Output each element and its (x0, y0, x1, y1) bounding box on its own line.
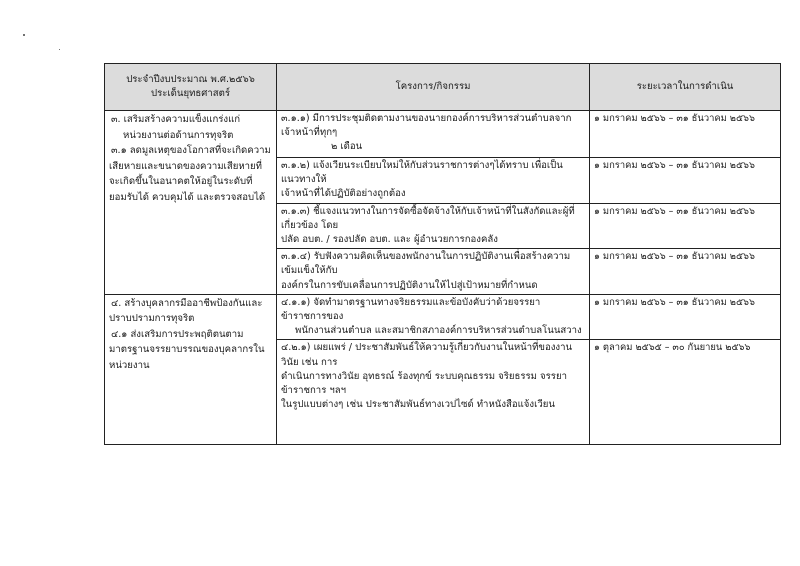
header-period: ระยะเวลาในการดำเนิน (590, 64, 781, 111)
strategy-cell-4 (105, 294, 277, 445)
strategy-sub-cont: หน่วยงาน (109, 359, 150, 371)
period-cell: ๑ มกราคม ๒๕๖๖ – ๓๑ ธันวาคม ๒๕๖๖ (590, 111, 781, 158)
period-cell: ๑ มกราคม ๒๕๖๖ – ๓๑ ธันวาคม ๒๕๖๖ (590, 158, 781, 204)
header-strategy (105, 64, 277, 111)
header-fiscal-year: ประจำปีงบประมาณ พ.ศ.๒๕๖๖ (126, 73, 255, 85)
activity-cell (277, 249, 590, 295)
activity-line: องค์กรในการขับเคลื่อนการปฏิบัติงานให้ไปสู่เป้าหมายที่กำหนด (281, 279, 538, 291)
activity-line: ในรูปแบบต่างๆ เช่น ประชาสัมพันธ์ทางเวปไซด์ ทำหนังสือแจ้งเวียน (281, 399, 555, 411)
activity-line: ดำเนินการทางวินัย อุทธรณ์ ร้องทุกข์ ระบบคุณธรรม จริยธรรม จรรยาข้าราชการ ฯลฯ (281, 370, 567, 397)
period-cell: ๑ มกราคม ๒๕๖๖ – ๓๑ ธันวาคม ๒๕๖๖ (590, 203, 781, 249)
strategy-sub-cont: เสียหายและขนาดของความเสียหายที่ (109, 160, 262, 172)
activity-line: ๔.๒.๑) เผยแพร่ / ประชาสัมพันธ์ให้ความรู้เกี่ยวกับงานในหน้าที่ของงานวินัย เช่น การ (281, 342, 573, 368)
scan-speck (23, 34, 25, 36)
strategy-sub-cont: จะเกิดขึ้นในอนาคตให้อยู่ในระดับที่ (109, 176, 253, 187)
header-strategy-label: ประเด็นยุทธศาสตร์ (151, 88, 230, 99)
strategy-heading-cont: หน่วยงานต่อด้านการทุจริต (123, 129, 234, 141)
activity-line: เจ้าหน้าที่ได้ปฏิบัติอย่างถูกต้อง (281, 188, 406, 200)
period-cell: ๑ มกราคม ๒๕๖๖ – ๓๑ ธันวาคม ๒๕๖๖ (590, 294, 781, 340)
strategy-sub-cont: ยอมรับได้ ควบคุมได้ และตรวจสอบได้ (109, 191, 266, 203)
strategy-sub-cont: มาตรฐานจรรยาบรรณของบุคลากรใน (109, 344, 265, 356)
strategy-heading: ๓. เสริมสร้างความแข็งแกร่งแก่ (111, 114, 241, 125)
scan-speck (59, 49, 60, 50)
activity-cell (277, 111, 590, 158)
activity-line: ๓.๑.๒) แจ้งเวียนระเบียบใหม่ให้กับส่วนราชการต่างๆได้ทราบ เพื่อเป็นแนวทางให้ (281, 160, 563, 186)
table-header-row (105, 64, 781, 111)
activity-cell (277, 294, 590, 340)
activity-cell (277, 340, 590, 445)
activity-line: ปลัด อบต. / รองปลัด อบต. และ ผู้อำนวยการกองคลัง (281, 234, 498, 246)
strategy-heading: ๔. สร้างบุคลากรมืออาชีพป้องกันและ (111, 297, 263, 309)
table-row (105, 111, 781, 158)
period-cell: ๑ ตุลาคม ๒๕๖๕ – ๓๐ กันยายน ๒๕๖๖ (590, 340, 781, 445)
activity-line: พนักงานส่วนตำบล และสมาชิกสภาองค์การบริหารส่วนตำบลโนนสวาง (295, 325, 582, 337)
strategy-sub: ๓.๑ ลดมูลเหตุของโอกาสที่จะเกิดความ (111, 145, 271, 156)
strategy-heading-cont: ปราบปรามการทุจริต (109, 313, 195, 325)
activity-line: ๓.๑.๔) รับฟังความคิดเห็นของพนักงานในการปฏิบัติงานเพื่อสร้างความเข้มแข็งให้กับ (281, 251, 571, 277)
plan-table (104, 63, 781, 445)
header-project: โครงการ/กิจกรรม (277, 64, 590, 111)
activity-line: ๒ เดือน (331, 141, 363, 153)
strategy-cell-3 (105, 111, 277, 295)
activity-line: ๔.๑.๑) จัดทำมาตรฐานทางจริยธรรมและข้อบังคับว่าด้วยจรรยาข้าราชการของ (281, 296, 541, 323)
activity-line: ๓.๑.๓) ชี้แจงแนวทางในการจัดซื้อจัดจ้างให้กับเจ้าหน้าที่ในสังกัดและผู้ที่เกี่ยวข้อง โดย (281, 205, 575, 231)
period-cell: ๑ มกราคม ๒๕๖๖ – ๓๑ ธันวาคม ๒๕๖๖ (590, 249, 781, 295)
table-row (105, 294, 781, 340)
activity-cell (277, 203, 590, 249)
activity-cell (277, 158, 590, 204)
strategy-sub: ๔.๑ ส่งเสริมการประพฤติตนตาม (111, 328, 244, 340)
activity-line: ๓.๑.๑) มีการประชุมติดตามงานของนายกองค์การบริหารส่วนตำบลจากเจ้าหน้าที่ทุกๆ (281, 113, 572, 139)
